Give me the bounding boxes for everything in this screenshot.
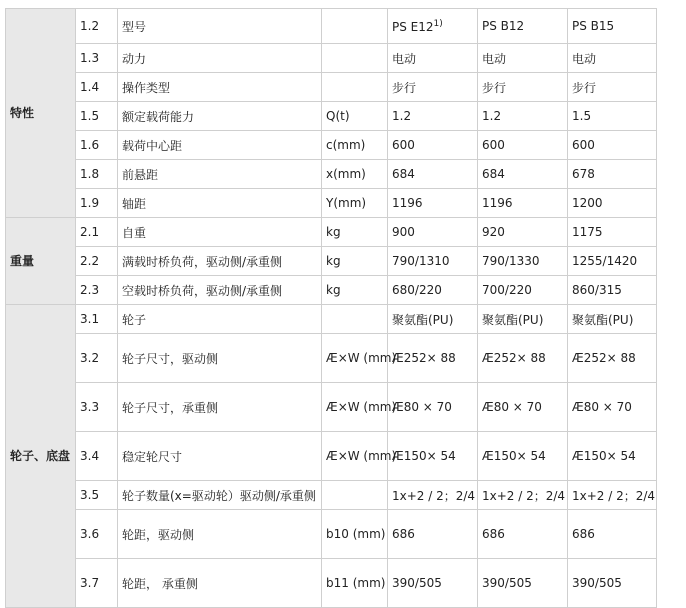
cell-value: 1.2	[478, 102, 568, 131]
table-row	[6, 9, 657, 44]
cell-value: 1255/1420	[568, 247, 657, 276]
cell-value: 聚氨酯(PU)	[568, 305, 657, 334]
cell-value: 电动	[568, 44, 657, 73]
cell-value: 686	[478, 510, 568, 559]
table-row	[6, 481, 657, 510]
row-unit	[322, 44, 388, 73]
row-unit	[322, 305, 388, 334]
cell-value: Æ150× 54	[568, 432, 657, 481]
cell-value: Æ80 × 70	[568, 383, 657, 432]
cell-value: 686	[388, 510, 478, 559]
table-row	[6, 247, 657, 276]
cell-value: 600	[388, 131, 478, 160]
row-number: 1.2	[76, 9, 118, 44]
cell-value: 390/505	[478, 559, 568, 608]
row-number: 1.4	[76, 73, 118, 102]
cell-value: 900	[388, 218, 478, 247]
row-label: 空载时桥负荷，驱动侧/承重侧	[118, 276, 322, 305]
cell-value: 1x+2 / 2；2/4	[388, 481, 478, 510]
cell-value: 700/220	[478, 276, 568, 305]
group-label: 轮子、底盘	[6, 305, 76, 608]
row-number: 1.5	[76, 102, 118, 131]
row-number: 3.7	[76, 559, 118, 608]
row-label: 型号	[118, 9, 322, 44]
cell-value: 1x+2 / 2；2/4	[568, 481, 657, 510]
row-label: 轮距，驱动侧	[118, 510, 322, 559]
cell-value: 1196	[478, 189, 568, 218]
row-number: 2.3	[76, 276, 118, 305]
cell-value: 步行	[388, 73, 478, 102]
cell-value: 1x+2 / 2；2/4	[478, 481, 568, 510]
table-row	[6, 73, 657, 102]
cell-value: 390/505	[388, 559, 478, 608]
row-unit: Y(mm)	[322, 189, 388, 218]
row-label: 轮子数量(x=驱动轮）驱动侧/承重侧	[118, 481, 322, 510]
row-number: 1.3	[76, 44, 118, 73]
cell-value: 790/1310	[388, 247, 478, 276]
table-row	[6, 218, 657, 247]
row-number: 3.3	[76, 383, 118, 432]
cell-value: 步行	[568, 73, 657, 102]
row-unit: Æ×W (mm)	[322, 383, 388, 432]
row-unit: c(mm)	[322, 131, 388, 160]
cell-value: 1175	[568, 218, 657, 247]
cell-value: Æ80 × 70	[478, 383, 568, 432]
cell-value: 聚氨酯(PU)	[478, 305, 568, 334]
row-number: 2.1	[76, 218, 118, 247]
row-unit: Q(t)	[322, 102, 388, 131]
row-unit: b10 (mm)	[322, 510, 388, 559]
row-unit	[322, 73, 388, 102]
cell-value: 860/315	[568, 276, 657, 305]
cell-value: 600	[478, 131, 568, 160]
cell-value: 1196	[388, 189, 478, 218]
row-unit: Æ×W (mm)	[322, 432, 388, 481]
cell-value: 390/505	[568, 559, 657, 608]
row-unit	[322, 481, 388, 510]
row-label: 操作类型	[118, 73, 322, 102]
row-label: 满载时桥负荷，驱动侧/承重侧	[118, 247, 322, 276]
cell-value: 1.2	[388, 102, 478, 131]
cell-value: 686	[568, 510, 657, 559]
model-header: PS B12	[478, 9, 568, 44]
table-row	[6, 131, 657, 160]
row-number: 3.5	[76, 481, 118, 510]
row-label: 轮子尺寸，承重侧	[118, 383, 322, 432]
row-number: 3.1	[76, 305, 118, 334]
row-number: 2.2	[76, 247, 118, 276]
cell-value: 790/1330	[478, 247, 568, 276]
row-number: 1.8	[76, 160, 118, 189]
cell-value: Æ252× 88	[478, 334, 568, 383]
row-unit	[322, 9, 388, 44]
group-label: 重量	[6, 218, 76, 305]
table-row	[6, 559, 657, 608]
table-row	[6, 305, 657, 334]
spec-table	[5, 8, 657, 608]
cell-value: Æ150× 54	[478, 432, 568, 481]
cell-value: Æ252× 88	[568, 334, 657, 383]
footnote-mark: 1)	[433, 18, 443, 29]
row-number: 1.6	[76, 131, 118, 160]
row-number: 3.2	[76, 334, 118, 383]
table-row	[6, 102, 657, 131]
cell-value: 600	[568, 131, 657, 160]
model-header: PS E12$^{1)}$	[388, 9, 478, 44]
row-label: 额定载荷能力	[118, 102, 322, 131]
row-unit: b11 (mm)	[322, 559, 388, 608]
table-row	[6, 383, 657, 432]
row-number: 3.4	[76, 432, 118, 481]
row-label: 载荷中心距	[118, 131, 322, 160]
row-label: 轴距	[118, 189, 322, 218]
table-row	[6, 276, 657, 305]
cell-value: 920	[478, 218, 568, 247]
row-unit: kg	[322, 218, 388, 247]
row-unit: x(mm)	[322, 160, 388, 189]
row-unit: kg	[322, 276, 388, 305]
cell-value: 聚氨酯(PU)	[388, 305, 478, 334]
table-row	[6, 432, 657, 481]
row-number: 1.9	[76, 189, 118, 218]
group-label: 特性	[6, 9, 76, 218]
row-label: 轮距， 承重侧	[118, 559, 322, 608]
cell-value: 1.5	[568, 102, 657, 131]
table-row	[6, 160, 657, 189]
row-unit: Æ×W (mm)	[322, 334, 388, 383]
cell-value: 684	[478, 160, 568, 189]
row-label: 稳定轮尺寸	[118, 432, 322, 481]
cell-value: 步行	[478, 73, 568, 102]
cell-value: 684	[388, 160, 478, 189]
row-label: 轮子尺寸，驱动侧	[118, 334, 322, 383]
table-row	[6, 510, 657, 559]
cell-value: 电动	[478, 44, 568, 73]
cell-value: 1200	[568, 189, 657, 218]
row-label: 轮子	[118, 305, 322, 334]
cell-value: Æ80 × 70	[388, 383, 478, 432]
cell-value: 680/220	[388, 276, 478, 305]
model-header: PS B15	[568, 9, 657, 44]
table-row	[6, 334, 657, 383]
table-row	[6, 44, 657, 73]
row-unit: kg	[322, 247, 388, 276]
cell-value: 678	[568, 160, 657, 189]
cell-value: Æ150× 54	[388, 432, 478, 481]
row-label: 动力	[118, 44, 322, 73]
row-label: 前悬距	[118, 160, 322, 189]
cell-value: Æ252× 88	[388, 334, 478, 383]
table-row	[6, 189, 657, 218]
row-label: 自重	[118, 218, 322, 247]
row-number: 3.6	[76, 510, 118, 559]
cell-value: 电动	[388, 44, 478, 73]
